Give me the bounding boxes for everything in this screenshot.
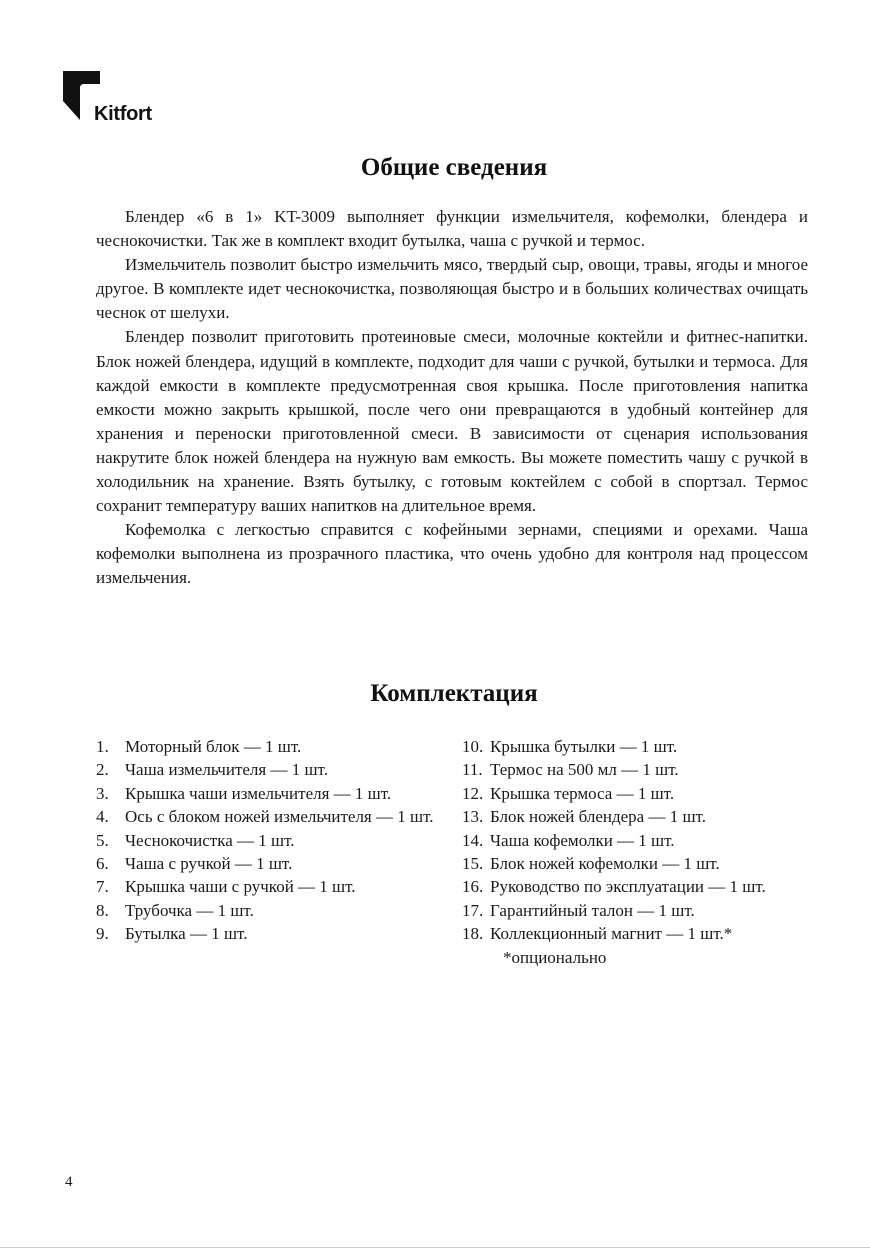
paragraph: Кофемолка с легкостью справится с кофейными зернами, специями и орехами. Чаша кофемолки выполнена из прозрачного пластика, что очень удобно для контроля над процессом измельчения. [96,520,808,588]
item-number: 2. [96,760,109,780]
item-text: Крышка чаши измельчителя — 1 шт. [125,783,392,803]
list-item [96,875,446,898]
item-number: 11. [462,760,483,780]
paragraph: Блендер позволит приготовить протеиновые смеси, молочные коктейли и фитнес-напитки. Блок ножей блендера, идущий в комплекте, подходит для чаши с ручкой, бутылки и термоса. Для каждой емкости в комплекте предусмотренная своя крышка. После приготовления напитка емкости можно закрыть крышкой, после чего они превращаются в удобный контейнер для хранения и переноски приготовленной смеси. В зависимости от сценария использования накрутите блок ножей блендера на нужную вам емкость. Вы можете поместить чашу с ручкой в холодильник на хранение. Взять бутылку, с готовым коктейлем с собой в спортзал. Термос сохранит температуру ваших напитков на длительное время. [96,327,808,516]
kitfort-logo [62,70,172,126]
section-title-general: Общие сведения [360,154,548,181]
item-text: Крышка термоса — 1 шт. [490,783,675,803]
list-item [462,875,822,898]
item-text: Крышка чаши с ручкой — 1 шт. [125,877,356,897]
list-item [462,735,822,758]
item-number: 12. [462,783,484,803]
item-text: Руководство по эксплуатации — 1 шт. [490,877,766,897]
item-number: 14. [462,830,484,850]
item-text: Блок ножей кофемолки — 1 шт. [490,854,720,874]
page-number: 4 [65,1174,73,1190]
list-item [96,829,446,852]
list-item [96,735,446,758]
item-text: Чаша кофемолки — 1 шт. [490,830,675,850]
item-text: Бутылка — 1 шт. [125,924,248,944]
item-text: Гарантийный талон — 1 шт. [490,900,695,920]
list-item [96,852,446,875]
item-text: Трубочка — 1 шт. [125,900,254,920]
list-item [462,922,822,945]
contents-list-right [462,735,822,969]
item-text: Чаша с ручкой — 1 шт. [125,854,293,874]
footnote: *опционально [503,947,607,967]
section-title-contents: Комплектация [370,680,538,707]
item-text: Моторный блок — 1 шт. [125,737,302,756]
list-item [462,899,822,922]
list-item [96,782,446,805]
item-number: 4. [96,807,109,827]
contents-list-left [96,735,446,946]
item-number: 17. [462,900,484,920]
item-text: Чеснокочистка — 1 шт. [125,830,295,850]
item-number: 8. [96,900,109,920]
item-number: 7. [96,877,109,897]
item-number: 9. [96,924,109,944]
list-item [96,758,446,781]
item-text: Термос на 500 мл — 1 шт. [490,760,679,780]
item-number: 3. [96,783,109,803]
item-number: 6. [96,854,109,874]
item-number: 10. [462,737,484,756]
item-number: 15. [462,854,484,874]
item-number: 16. [462,877,484,897]
paragraph: Блендер «6 в 1» KT-3009 выполняет функции измельчителя, кофемолки, блендера и чеснокочистки. Так же в комплект входит бутылка, чаша с ручкой и термос. [96,207,808,251]
list-item [96,899,446,922]
item-number: 1. [96,737,109,756]
list-item [462,829,822,852]
item-number: 13. [462,807,484,827]
list-item [462,782,822,805]
list-item [462,758,822,781]
list-item [462,852,822,875]
item-number: 18. [462,924,484,944]
list-item [96,805,446,828]
item-text: Крышка бутылки — 1 шт. [490,737,678,756]
page-edge-rule [0,1247,870,1248]
general-info-text [96,205,808,591]
item-text: Ось с блоком ножей измельчителя — 1 шт. [125,807,434,827]
brand-name: Kitfort [94,103,152,125]
item-number: 5. [96,830,109,850]
list-item [462,805,822,828]
item-text: Чаша измельчителя — 1 шт. [125,760,328,780]
item-text: Коллекционный магнит — 1 шт.* [490,924,733,944]
paragraph: Измельчитель позволит быстро измельчить мясо, твердый сыр, овощи, травы, ягоды и многое другое. В комплекте идет чеснокочистка, позволяющая быстро и в больших количествах очищать чеснок от шелухи. [96,255,808,323]
list-item [96,922,446,945]
item-text: Блок ножей блендера — 1 шт. [490,807,706,827]
